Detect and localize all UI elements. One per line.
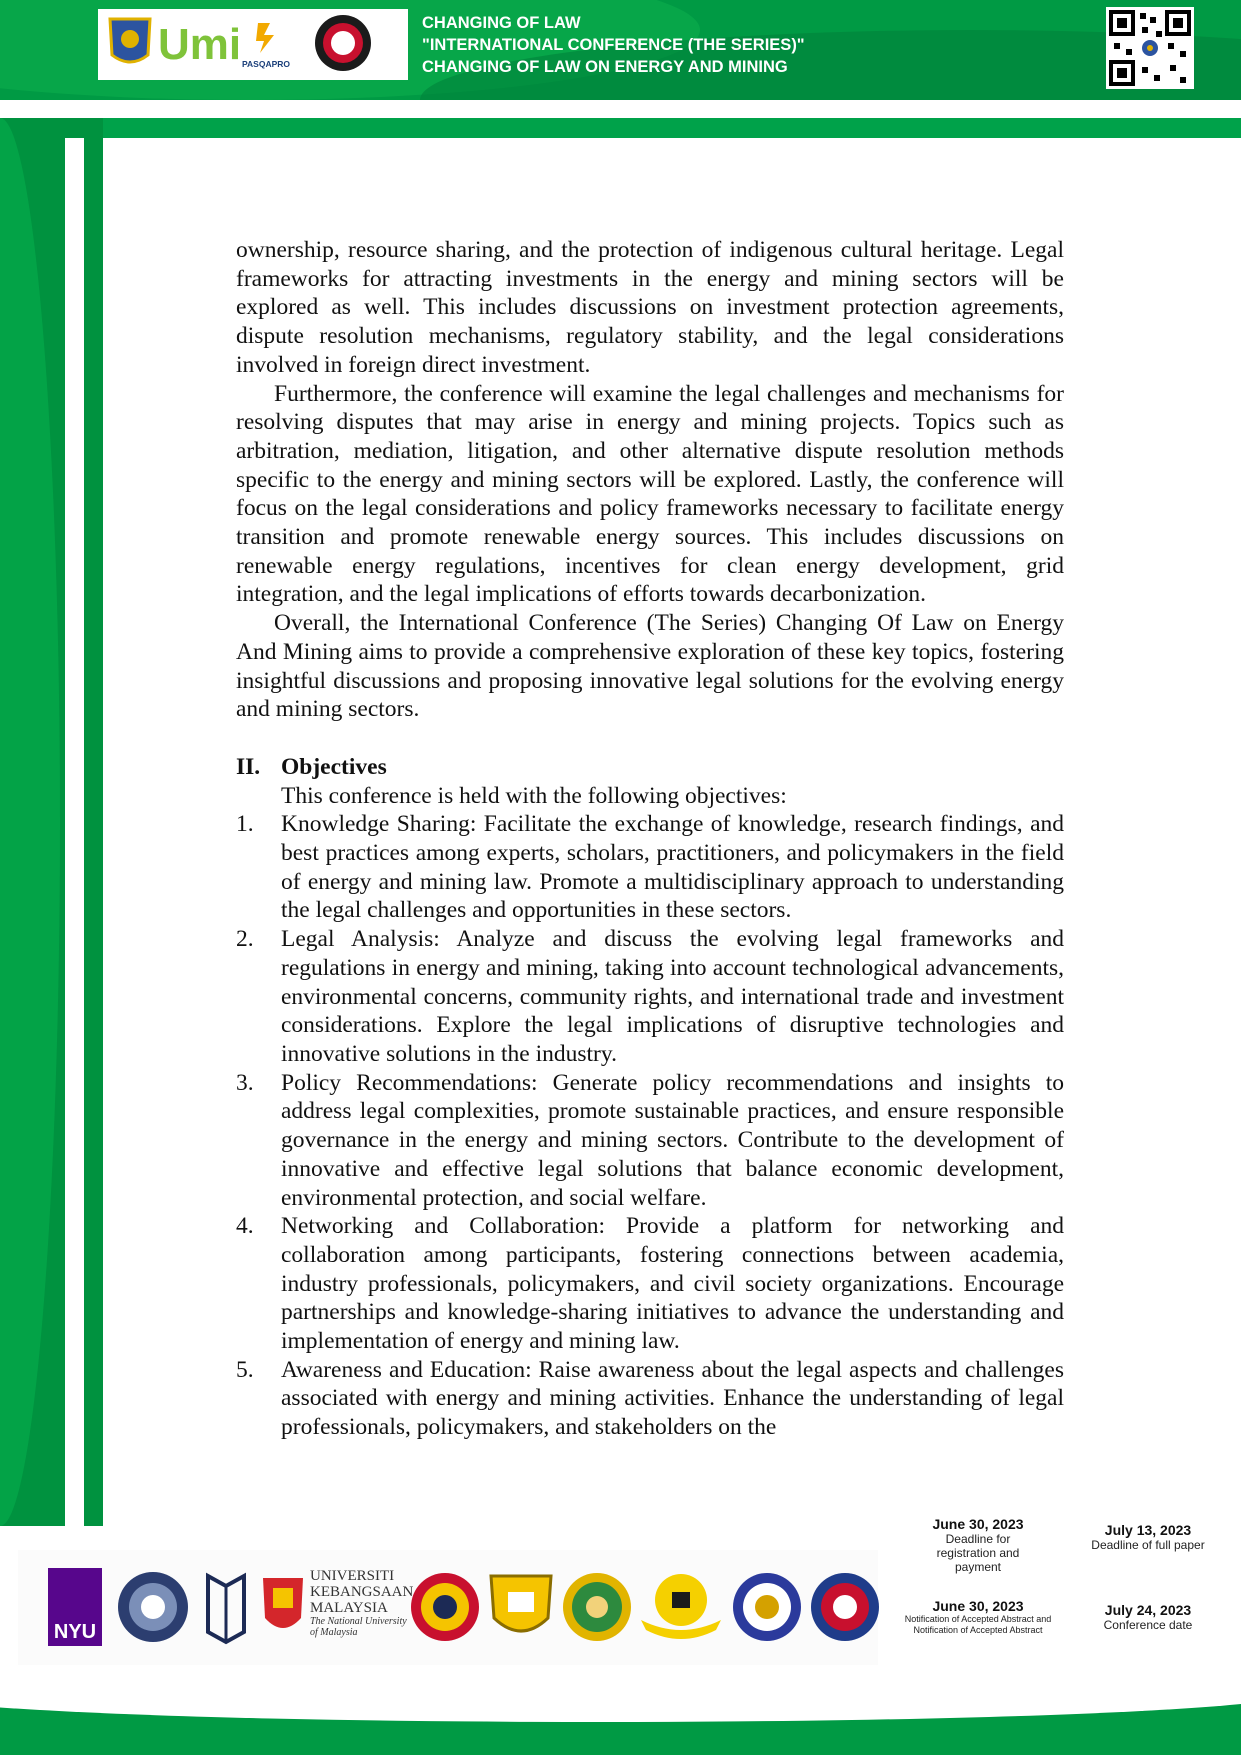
list-item bbox=[236, 1069, 1064, 1213]
list-item bbox=[236, 925, 1064, 1069]
date-value: June 30, 2023 bbox=[932, 1516, 1024, 1532]
conference-title bbox=[422, 12, 805, 78]
ukm-line: KEBANGSAAN bbox=[310, 1584, 414, 1600]
partner-seal-icon bbox=[408, 1568, 482, 1646]
list-text: Networking and Collaboration: Provide a platform for networking and collaboration among participants, fostering connections between academia, industry professionals, policymakers, and civil society organizations. Encourage partnerships and knowledge-sharing initiatives to advance the understanding and implementation of energy and mining law. bbox=[281, 1213, 1064, 1355]
list-text: Awareness and Education: Raise awareness about the legal aspects and challenges associated with energy and mining activities. Enhance the understanding of legal professionals, policymakers, and stakeholders on the bbox=[281, 1356, 1064, 1441]
list-text: Policy Recommendations: Generate policy recommendations and insights to address legal complexities, promote sustainable practices, and ensure responsible governance in the energy and mining sectors. Contribute to the development of innovative and effective legal solutions that balance economic development, environmental protection, and social welfare. bbox=[281, 1069, 1064, 1211]
date-label: Conference date bbox=[1103, 1618, 1193, 1632]
date-item bbox=[1068, 1522, 1228, 1552]
date-item bbox=[898, 1516, 1058, 1574]
list-number: 5. bbox=[236, 1356, 254, 1383]
list-item bbox=[236, 1212, 1064, 1356]
date-item bbox=[1068, 1602, 1228, 1632]
partner-seal-icon bbox=[560, 1568, 634, 1646]
date-label: Notification of Accepted Abstract and Notification of Accepted Abstract bbox=[904, 1614, 1052, 1635]
list-number: 4. bbox=[236, 1213, 254, 1240]
objectives-list bbox=[236, 810, 1064, 1441]
list-number: 1. bbox=[236, 811, 254, 838]
list-number: 3. bbox=[236, 1069, 254, 1096]
ukm-line: UNIVERSITI bbox=[310, 1568, 395, 1584]
list-text: Knowledge Sharing: Facilitate the exchange of knowledge, research findings, and best practices among experts, scholars, practitioners, and policymakers in the field of energy and mining law. Promote a multidisciplinary approach to understanding the legal challenges and opportunities in these sectors. bbox=[281, 811, 1064, 924]
date-label: Deadline for registration and payment bbox=[936, 1532, 1020, 1574]
section-number: II. bbox=[236, 753, 261, 780]
document-body bbox=[236, 236, 1064, 1442]
section-heading bbox=[236, 753, 1064, 782]
paragraph: Furthermore, the conference will examine the legal challenges and mechanisms for resolving disputes that may arise in energy and mining projects. Topics such as arbitration, mediation, litigation, and other alternative dispute resolution methods specific to the energy and mining sectors will be explored. Lastly, the conference will focus on the legal considerations and policy frameworks necessary to facilitate energy transition and promote renewable energy sources. This includes discussions on renewable energy regulations, incentives for clean energy development, grid integration, and the legal implications of efforts towards decarbonization. bbox=[236, 380, 1064, 608]
left-decoration bbox=[0, 118, 103, 1526]
conference-title-line: CHANGING OF LAW ON ENERGY AND MINING bbox=[422, 58, 788, 76]
ukm-line: MALAYSIA bbox=[310, 1600, 388, 1616]
ukm-crest-icon bbox=[258, 1568, 308, 1646]
paragraph: ownership, resource sharing, and the protection of indigenous cultural heritage. Legal frameworks for attracting investments in the energy and mining sectors will be explored as well. This includes discussions on investment protection agreements, dispute resolution mechanisms, regulatory stability, and the legal considerations involved in foreign direct investment. bbox=[236, 237, 1064, 378]
important-dates bbox=[898, 1506, 1234, 1672]
partner-seal-icon bbox=[116, 1568, 190, 1646]
pasqapro-logo-icon bbox=[256, 23, 274, 53]
umi-logo-icon: Umi bbox=[158, 20, 242, 69]
list-item bbox=[236, 1356, 1064, 1442]
date-label: Deadline of full paper bbox=[1091, 1538, 1205, 1552]
header-divider bbox=[0, 118, 1241, 138]
list-number: 2. bbox=[236, 926, 254, 953]
qr-code-icon bbox=[1106, 7, 1194, 89]
header-logos-graphic bbox=[98, 9, 408, 80]
header-logos bbox=[98, 9, 408, 80]
list-text: Legal Analysis: Analyze and discuss the evolving legal frameworks and regulations in energy and mining, taking into account technological advancements, environmental concerns, community rights, and international trade and investment considerations. Explore the legal implications of disruptive technologies and innovative solutions in the industry. bbox=[281, 926, 1064, 1067]
partner-seal-icon bbox=[730, 1568, 804, 1646]
partner-badge-icon bbox=[636, 1568, 726, 1646]
left-white-strip bbox=[65, 138, 84, 1526]
ukm-line: The National University bbox=[310, 1616, 407, 1627]
partner-logos bbox=[18, 1550, 878, 1665]
ukm-line: of Malaysia bbox=[310, 1627, 358, 1638]
date-value: July 24, 2023 bbox=[1104, 1602, 1192, 1618]
footer-band bbox=[0, 1692, 1241, 1755]
partner-shield-icon bbox=[486, 1568, 556, 1646]
date-value: June 30, 2023 bbox=[932, 1598, 1024, 1614]
list-item bbox=[236, 810, 1064, 925]
date-item bbox=[898, 1598, 1058, 1636]
paragraph: Overall, the International Conference (The Series) Changing Of Law on Energy And Mining aims to provide a comprehensive exploration of these key topics, fostering insightful discussions and proposing innovative legal solutions for the evolving energy and mining sectors. bbox=[236, 610, 1064, 723]
conference-title-line: "INTERNATIONAL CONFERENCE (THE SERIES)" bbox=[422, 36, 805, 54]
date-value: July 13, 2023 bbox=[1104, 1522, 1192, 1538]
pasqapro-logo-text: PASQAPRO bbox=[242, 59, 291, 69]
conference-title-line: CHANGING OF LAW bbox=[422, 14, 581, 32]
partner-book-logo-icon bbox=[204, 1568, 248, 1646]
section-intro: This conference is held with the following objectives: bbox=[281, 782, 787, 809]
partner-seal-icon bbox=[808, 1568, 882, 1646]
nyu-logo: NYU bbox=[48, 1568, 102, 1646]
section-title: Objectives bbox=[281, 753, 387, 780]
shield-emblem-icon bbox=[121, 30, 139, 48]
